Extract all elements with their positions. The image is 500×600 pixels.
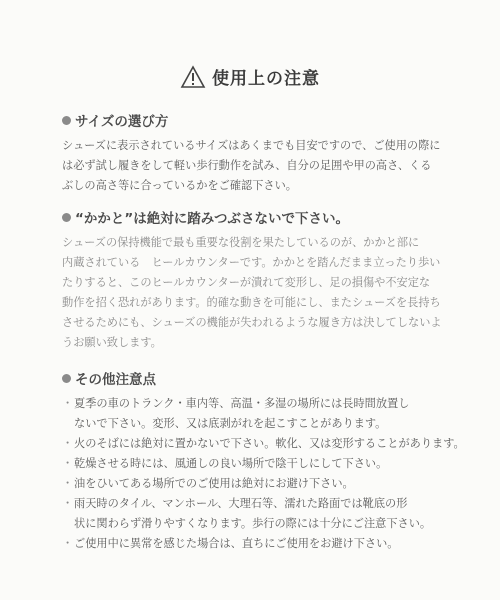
paragraph-line: 内蔵されている ヒールカウンターです。かかとを踏んだまま立ったり歩い xyxy=(62,256,441,269)
list-bullet: ・ xyxy=(62,497,74,510)
section-heading-text: サイズの選び方 xyxy=(75,114,169,130)
list-item-line: 火のそばには絶対に置かないで下さい。軟化、又は変形することがあります。 xyxy=(74,437,465,450)
section-heading xyxy=(62,110,462,130)
section-heading-text: “かかと”は絶対に踏みつぶさないで下さい。 xyxy=(75,211,349,227)
list-item-line: ご使用中に異常を感じた場合は、直ちにご使用をお避け下さい。 xyxy=(74,537,399,550)
section-heading xyxy=(62,368,462,388)
title-row xyxy=(0,64,500,89)
list-item xyxy=(62,494,462,534)
warning-triangle-icon xyxy=(180,65,206,89)
list-item-line: 状に関わらず滑りやすくなります。歩行の際には十分にご注意下さい。 xyxy=(74,517,432,530)
list-item-line: 雨天時のタイル、マンホール、大理石等、濡れた路面では靴底の形 xyxy=(74,497,408,510)
list-bullet: ・ xyxy=(62,457,74,470)
page-title: 使用上の注意 xyxy=(212,69,320,89)
paragraph-line: させるためにも、シューズの機能が失われるような履き方は決してしないよ xyxy=(62,316,442,329)
list-item-line: ないで下さい。変形、又は底剥がれを起こすことがあります。 xyxy=(74,417,387,430)
section-heel xyxy=(62,207,462,353)
paragraph-line: 動作を招く恐れがあります。的確な動きを可能にし、またシューズを長持ち xyxy=(62,296,441,309)
section-heading-text: その他注意点 xyxy=(75,372,156,388)
notes-list xyxy=(62,394,465,554)
bullet-icon xyxy=(62,116,71,125)
list-item-line: 夏季の車のトランク・車内等、高温・多湿の場所には長時間放置し xyxy=(74,397,410,410)
paragraph-line: ぶしの高さ等に合っているかをご確認下さい。 xyxy=(62,179,297,192)
list-bullet: ・ xyxy=(62,477,74,490)
paragraph-line: シューズに表示されているサイズはあくまでも目安ですので、ご使用の際に xyxy=(62,139,441,152)
list-bullet: ・ xyxy=(62,437,74,450)
list-item-line: 油をひいてある場所でのご使用は絶対にお避け下さい。 xyxy=(74,477,354,490)
list-item-line: 乾燥させる時には、風通しの良い場所で陰干しにして下さい。 xyxy=(74,457,388,470)
section-heading xyxy=(62,207,462,227)
paragraph-line: シューズの保持機能で最も重要な役割を果たしているのが、かかと部に xyxy=(62,236,420,249)
list-item xyxy=(62,534,462,554)
bullet-icon xyxy=(62,213,71,222)
list-item xyxy=(62,474,462,494)
paragraph-line: たりすると、このヒールカウンターが潰れて変形し、足の損傷や不安定な xyxy=(62,276,431,289)
list-item xyxy=(62,434,465,454)
list-item xyxy=(62,394,462,434)
paragraph-line: うお願い致します。 xyxy=(62,336,162,349)
paragraph-line: は必ず試し履きをして軽い歩行動作を試み、自分の足囲や甲の高さ、くる xyxy=(62,159,432,172)
list-bullet: ・ xyxy=(62,537,74,550)
list-bullet: ・ xyxy=(62,397,74,410)
section-other-notes xyxy=(62,368,465,554)
list-item xyxy=(62,454,462,474)
section-size-selection xyxy=(62,110,462,196)
bullet-icon xyxy=(62,374,71,383)
